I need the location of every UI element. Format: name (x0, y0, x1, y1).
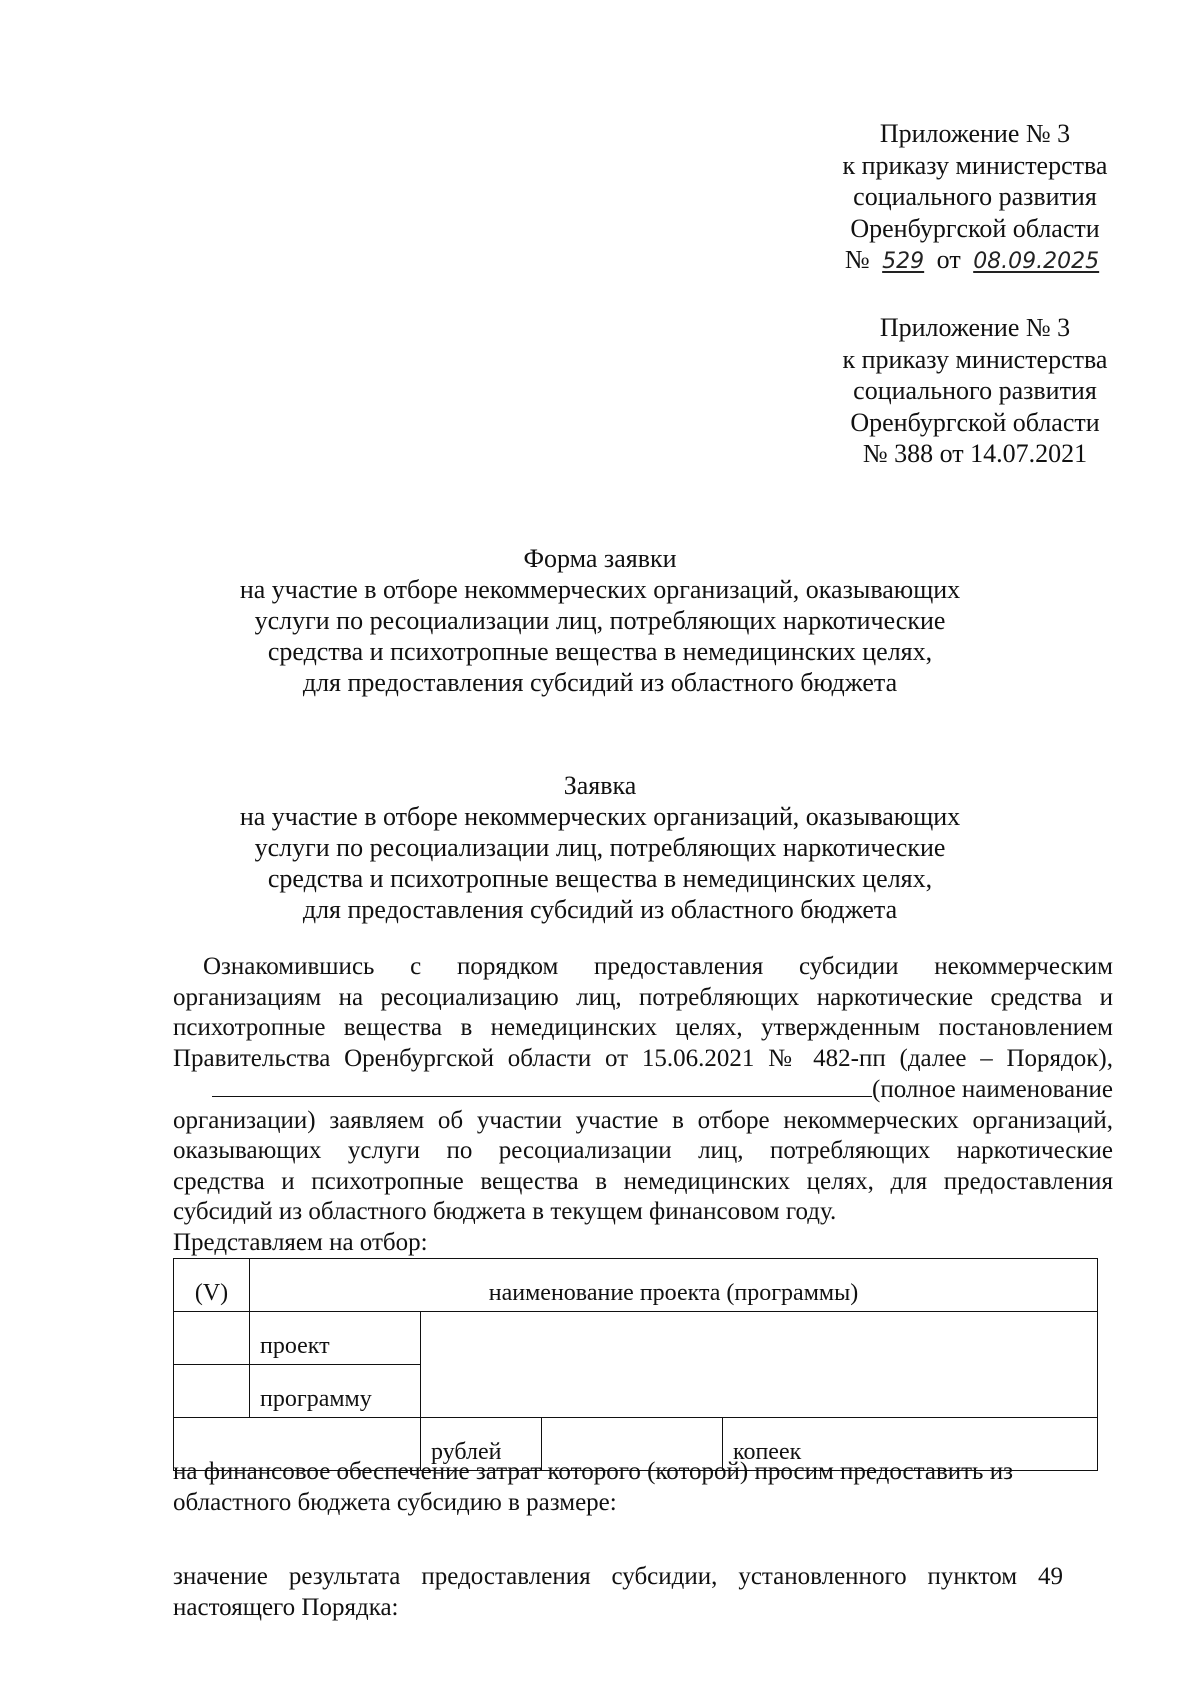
organization-name-line (173, 1074, 1113, 1106)
form-title-line1: на участие в отборе некоммерческих организаций, оказывающих (239, 575, 961, 604)
appendix-old-title: Приложение № 3 (879, 313, 1071, 342)
appendix-new-line2: социального развития (853, 182, 1097, 211)
appendix-old-line1: к приказу министерства (842, 344, 1108, 374)
name-header: наименование проекта (программы) (250, 1259, 1098, 1312)
paragraph-line: Представляем на отбор: (173, 1228, 428, 1256)
application-title-line1: на участие в отборе некоммерческих организаций, оказывающих (239, 802, 961, 831)
application-title-line2: услуги по ресоциализации лиц, потребляющих наркотические (254, 833, 946, 862)
appendix-old-line3: Оренбургской области (850, 407, 1100, 437)
form-title-heading: Форма заявки (523, 544, 677, 573)
table-row (174, 1259, 1098, 1312)
paragraph-line: организациям на ресоциализацию лиц, потребляющих наркотические средства и (173, 983, 1113, 1011)
result-text (173, 1562, 1063, 1623)
program-checkbox-cell[interactable] (174, 1365, 250, 1418)
appendix-old (790, 312, 1160, 470)
organization-name-caption: (полное наименование (872, 1076, 1113, 1103)
form-title-line4: для предоставления субсидий из областного бюджета (302, 668, 898, 697)
after-table-line: на финансовое обеспечение затрат которого (которой) просим предоставить из (173, 1458, 1013, 1485)
form-title (0, 543, 1200, 698)
table-row (174, 1312, 1098, 1365)
project-name-cell[interactable] (421, 1312, 1098, 1418)
paragraph-line: субсидий из областного бюджета в текущем финансовом году. (173, 1198, 837, 1225)
appendix-old-line4: № 388 от 14.07.2021 (862, 439, 1088, 468)
paragraph-line: Ознакомившись с порядком предоставления субсидии некоммерческим (203, 953, 1113, 980)
application-title-line4: для предоставления субсидий из областного бюджета (302, 895, 898, 924)
date-prefix: от (936, 245, 961, 274)
appendix-new-title: Приложение № 3 (879, 119, 1071, 148)
result-line: настоящего Порядка: (173, 1593, 399, 1621)
paragraph-line: Правительства Оренбургской области от 15.06.2021 № 482-пп (далее – Порядок), (173, 1044, 1113, 1072)
selection-table (173, 1258, 1098, 1471)
form-title-line2: услуги по ресоциализации лиц, потребляющих наркотические (254, 606, 946, 635)
number-prefix: № (844, 245, 870, 274)
check-header: (V) (174, 1259, 250, 1312)
row-label-program: программу (250, 1365, 421, 1418)
appendix-new-number-line (790, 244, 1160, 278)
appendix-new-line1: к приказу министерства (842, 150, 1108, 180)
order-date-handwritten: 08.09.2025 (973, 249, 1100, 274)
order-number-handwritten: 529 (882, 249, 925, 274)
paragraph-line: средства и психотропные вещества в немедицинских целях, для предоставления (173, 1167, 1113, 1195)
application-paragraph (173, 952, 1113, 1258)
form-title-line3: средства и психотропные вещества в немедицинских целях, (267, 637, 933, 666)
project-checkbox-cell[interactable] (174, 1312, 250, 1365)
appendix-old-line2: социального развития (853, 376, 1097, 405)
after-table-text (173, 1457, 1113, 1518)
result-line: значение результата предоставления субсидии, установленного пунктом 49 (173, 1563, 1063, 1590)
rubles-label: рублей (421, 1418, 542, 1471)
row-label-project: проект (250, 1312, 421, 1365)
after-table-line: областного бюджета субсидию в размере: (173, 1488, 617, 1516)
paragraph-line: организации) заявляем об участии участие в отборе некоммерческих организаций, (173, 1106, 1113, 1134)
organization-name-blank (212, 1074, 872, 1097)
kopecks-label: копеек (723, 1418, 1098, 1471)
application-title-heading: Заявка (563, 771, 637, 800)
paragraph-line: оказывающих услуги по ресоциализации лиц, потребляющих наркотические (173, 1137, 1113, 1164)
paragraph-line: психотропные вещества в немедицинских целях, утвержденным постановлением (173, 1014, 1113, 1041)
application-title-line3: средства и психотропные вещества в немедицинских целях, (267, 864, 933, 893)
application-title (0, 770, 1200, 925)
appendix-new-line3: Оренбургской области (850, 213, 1100, 243)
appendix-new (790, 118, 1160, 278)
